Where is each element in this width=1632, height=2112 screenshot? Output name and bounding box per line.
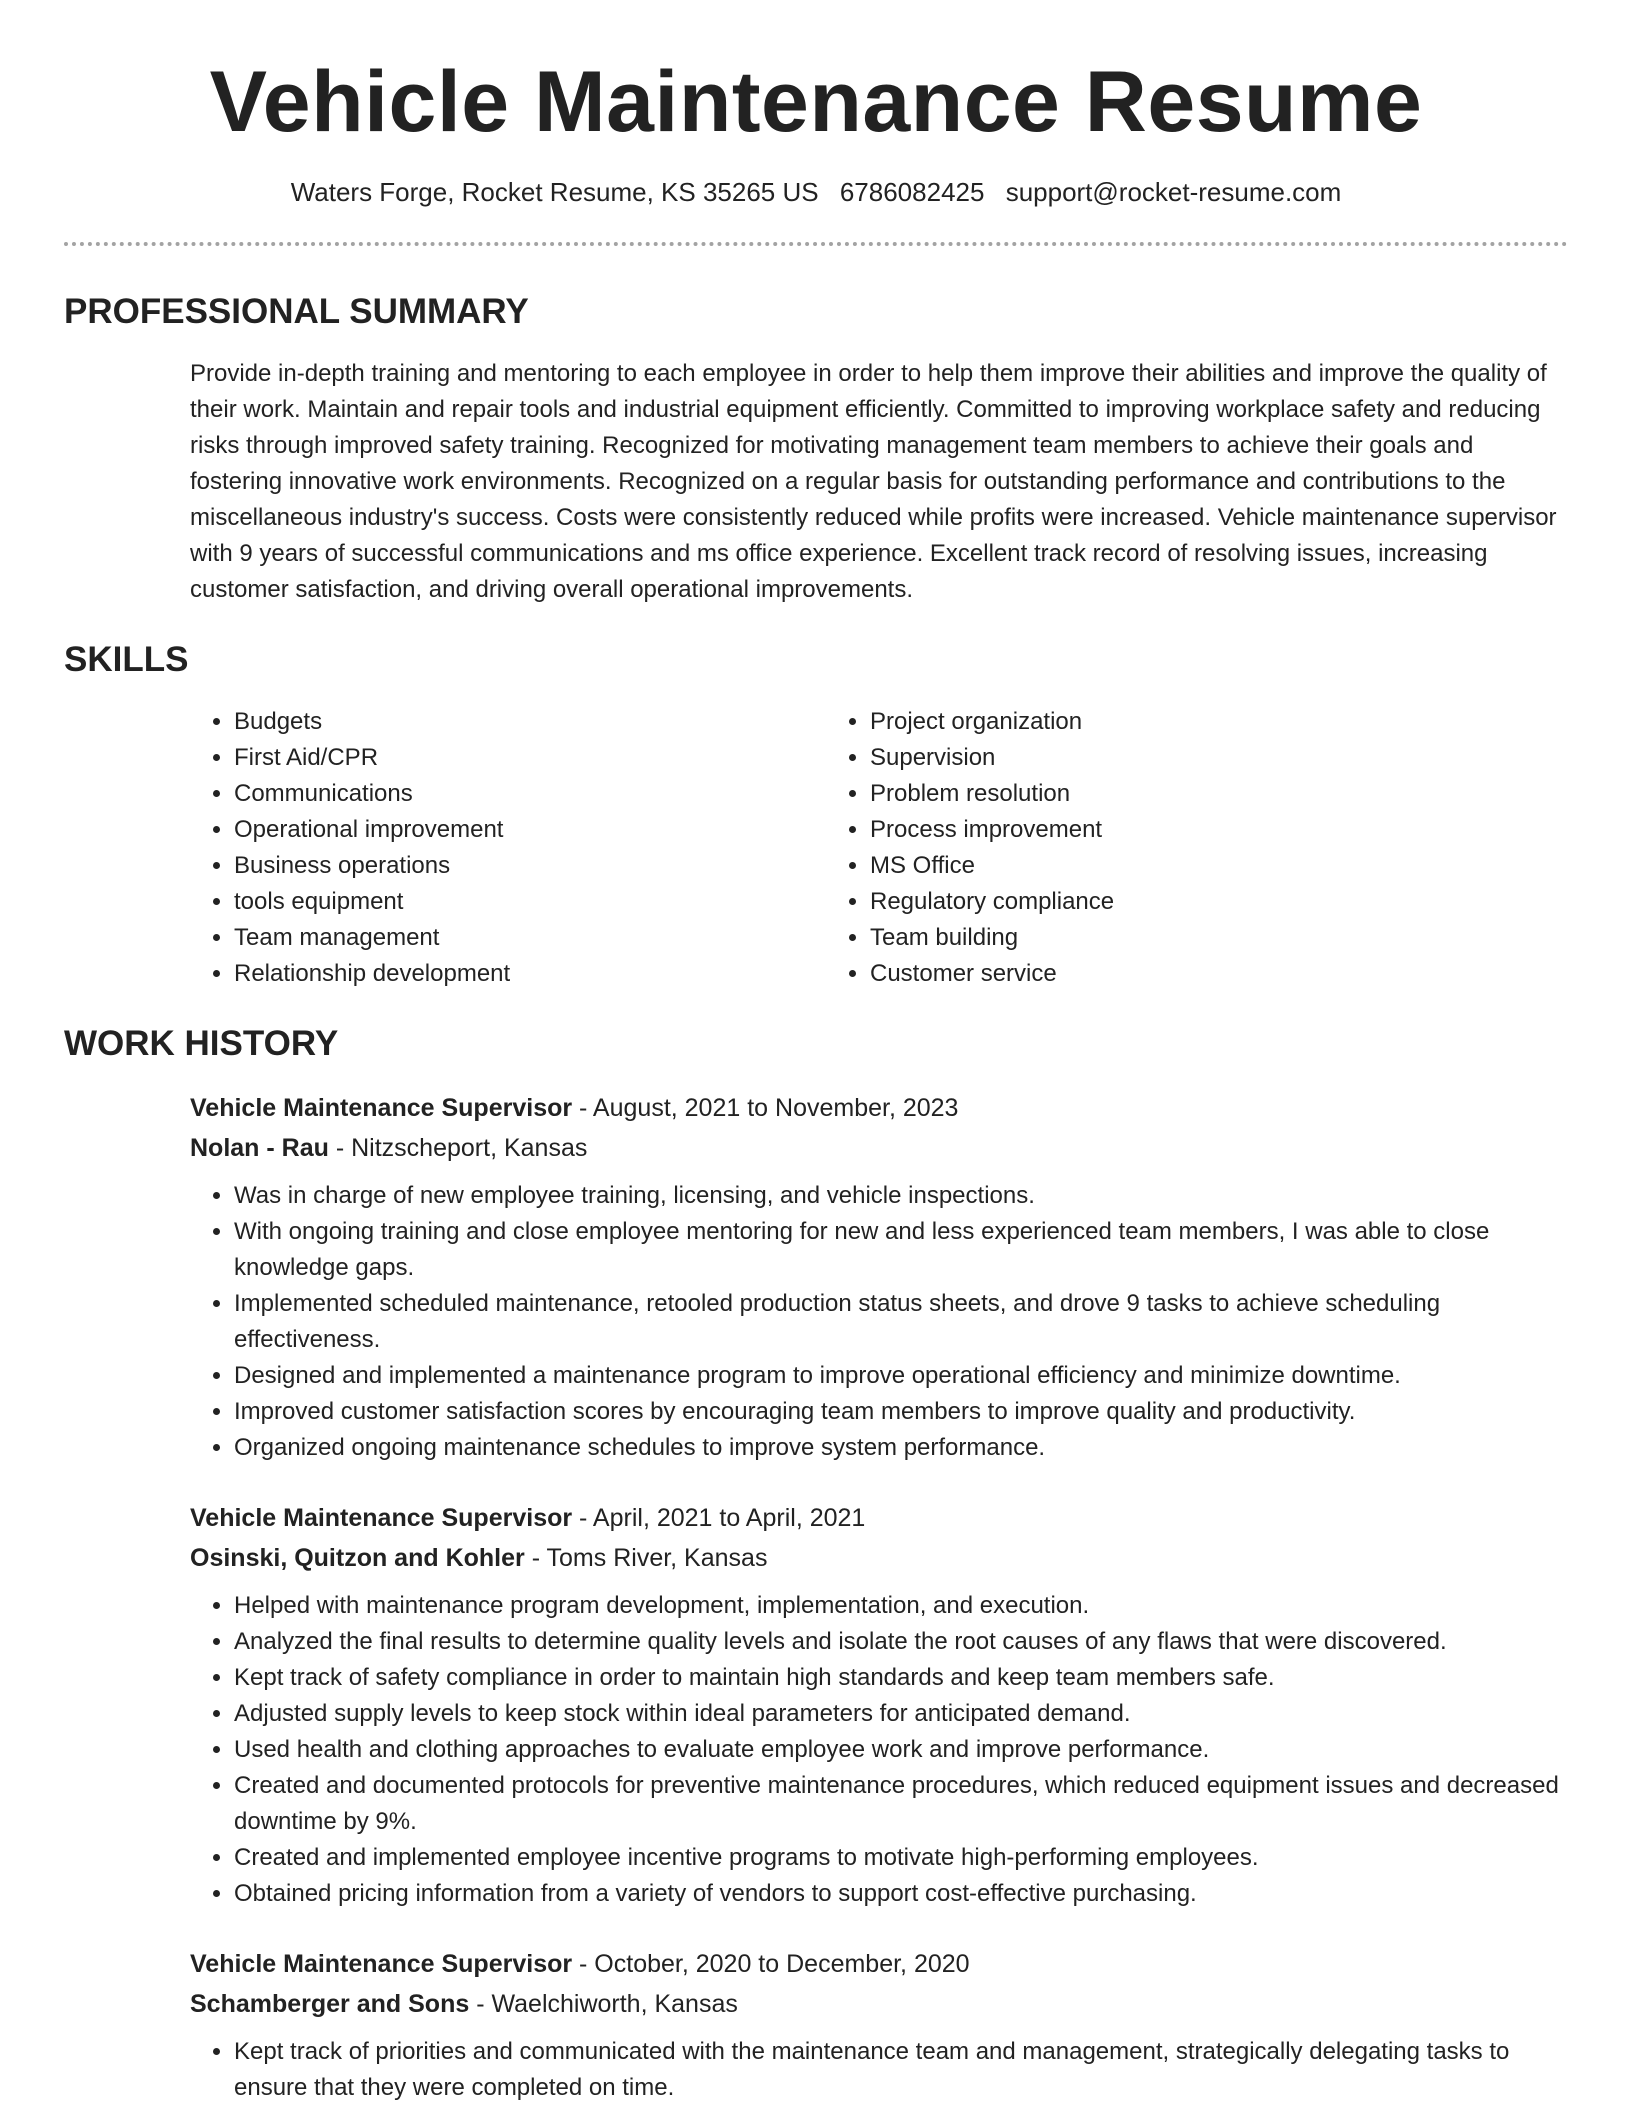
job-entry xyxy=(190,1498,1568,1912)
skill-item: • Process improvement xyxy=(870,812,1462,848)
job-location: - Nitzscheport, Kansas xyxy=(328,1134,588,1162)
job-duties-list xyxy=(190,1588,1568,1912)
duty-item: • Kept track of priorities and communicated with the maintenance team and management, strategically delegating tasks to ensure that they were completed on time. xyxy=(234,2034,1568,2106)
skills-list-right xyxy=(826,704,1462,992)
duty-item: • Kept track of safety compliance in order to maintain high standards and keep team members safe. xyxy=(234,1660,1568,1696)
skill-item: • Business operations xyxy=(234,848,826,884)
duty-item: • Organized ongoing maintenance schedules to improve system performance. xyxy=(234,1430,1568,1466)
section-heading-work-history: WORK HISTORY xyxy=(64,1024,339,1063)
contact-line xyxy=(64,176,1568,208)
duty-item: • Adjusted supply levels to keep stock within ideal parameters for anticipated demand. xyxy=(234,1696,1568,1732)
duty-item: • Was in charge of new employee training, licensing, and vehicle inspections. xyxy=(234,1178,1568,1214)
contact-phone: 6786082425 xyxy=(839,177,985,207)
work-history-section xyxy=(64,1022,1568,2106)
duty-item: • With ongoing training and close employee mentoring for new and less experienced team members, I was able to close knowledge gaps. xyxy=(234,1214,1568,1286)
job-company: Schamberger and Sons xyxy=(190,1990,470,2018)
resume-title: Vehicle Maintenance Resume xyxy=(209,54,1423,150)
job-location: - Toms River, Kansas xyxy=(524,1544,768,1572)
job-dates: - August, 2021 to November, 2023 xyxy=(572,1094,959,1122)
duty-item: • Obtained pricing information from a variety of vendors to support cost-effective purchasing. xyxy=(234,1876,1568,1912)
job-title: Vehicle Maintenance Supervisor xyxy=(190,1950,573,1978)
skill-item: • Customer service xyxy=(870,956,1462,992)
duty-item: • Implemented scheduled maintenance, retooled production status sheets, and drove 9 tasks to achieve scheduling effectiveness. xyxy=(234,1286,1568,1358)
skill-item: • Communications xyxy=(234,776,826,812)
summary-text: Provide in-depth training and mentoring to each employee in order to help them improve their abilities and improve the quality of their work. Maintain and repair tools and industrial equipment efficiently. Committed to improving workplace safety and reducing risks through improved safety training. Recognized for motivating management team members to achieve their goals and fostering innovative work environments. Recognized on a regular basis for outstanding performance and contributions to the miscellaneous industry's success. Costs were consistently reduced while profits were increased. Vehicle maintenance supervisor with 9 years of successful communications and ms office experience. Excellent track record of resolving issues, increasing customer satisfaction, and driving overall operational improvements. xyxy=(190,360,1557,603)
job-company-line xyxy=(190,1984,1568,2024)
skills-section xyxy=(64,638,1568,992)
job-dates: - October, 2020 to December, 2020 xyxy=(572,1950,970,1978)
job-company-line xyxy=(190,1538,1568,1578)
duty-item: • Helped with maintenance program development, implementation, and execution. xyxy=(234,1588,1568,1624)
job-entry xyxy=(190,1088,1568,1466)
skill-item: • Problem resolution xyxy=(870,776,1462,812)
duty-item: • Created and documented protocols for preventive maintenance procedures, which reduced equipment issues and decreased downtime by 9%. xyxy=(234,1768,1568,1840)
job-title-line xyxy=(190,1498,1568,1538)
job-title: Vehicle Maintenance Supervisor xyxy=(190,1504,573,1532)
job-entry xyxy=(190,1944,1568,2106)
duty-item: • Improved customer satisfaction scores by encouraging team members to improve quality and productivity. xyxy=(234,1394,1568,1430)
job-dates: - April, 2021 to April, 2021 xyxy=(572,1504,866,1532)
duty-item: • Created and implemented employee incentive programs to motivate high-performing employees. xyxy=(234,1840,1568,1876)
duty-item: • Used health and clothing approaches to evaluate employee work and improve performance. xyxy=(234,1732,1568,1768)
job-title-line xyxy=(190,1088,1568,1128)
skills-grid xyxy=(190,704,1568,992)
duty-item: • Analyzed the final results to determine quality levels and isolate the root causes of any flaws that were discovered. xyxy=(234,1624,1568,1660)
duty-item: • Designed and implemented a maintenance program to improve operational efficiency and minimize downtime. xyxy=(234,1358,1568,1394)
professional-summary-section xyxy=(64,290,1568,608)
skill-item: • Team management xyxy=(234,920,826,956)
skill-item: • Relationship development xyxy=(234,956,826,992)
skill-item: • MS Office xyxy=(870,848,1462,884)
skill-item: • Project organization xyxy=(870,704,1462,740)
skill-item: • Team building xyxy=(870,920,1462,956)
skill-item: • Supervision xyxy=(870,740,1462,776)
skill-item: • First Aid/CPR xyxy=(234,740,826,776)
contact-email: support@rocket-resume.com xyxy=(1005,177,1342,207)
header-divider xyxy=(64,242,1568,246)
job-title-line xyxy=(190,1944,1568,1984)
job-company: Osinski, Quitzon and Kohler xyxy=(190,1544,525,1572)
skill-item: • Regulatory compliance xyxy=(870,884,1462,920)
skill-item: • tools equipment xyxy=(234,884,826,920)
job-title: Vehicle Maintenance Supervisor xyxy=(190,1094,573,1122)
skill-item: • Operational improvement xyxy=(234,812,826,848)
job-duties-list xyxy=(190,1178,1568,1466)
section-heading-skills: SKILLS xyxy=(64,640,189,679)
job-location: - Waelchiworth, Kansas xyxy=(469,1990,738,2018)
skill-item: • Budgets xyxy=(234,704,826,740)
job-company: Nolan - Rau xyxy=(190,1134,329,1162)
job-duties-list xyxy=(190,2034,1568,2106)
skills-list-left xyxy=(190,704,826,992)
contact-address: Waters Forge, Rocket Resume, KS 35265 US xyxy=(290,177,819,207)
job-company-line xyxy=(190,1128,1568,1168)
section-heading-summary: PROFESSIONAL SUMMARY xyxy=(64,292,529,331)
